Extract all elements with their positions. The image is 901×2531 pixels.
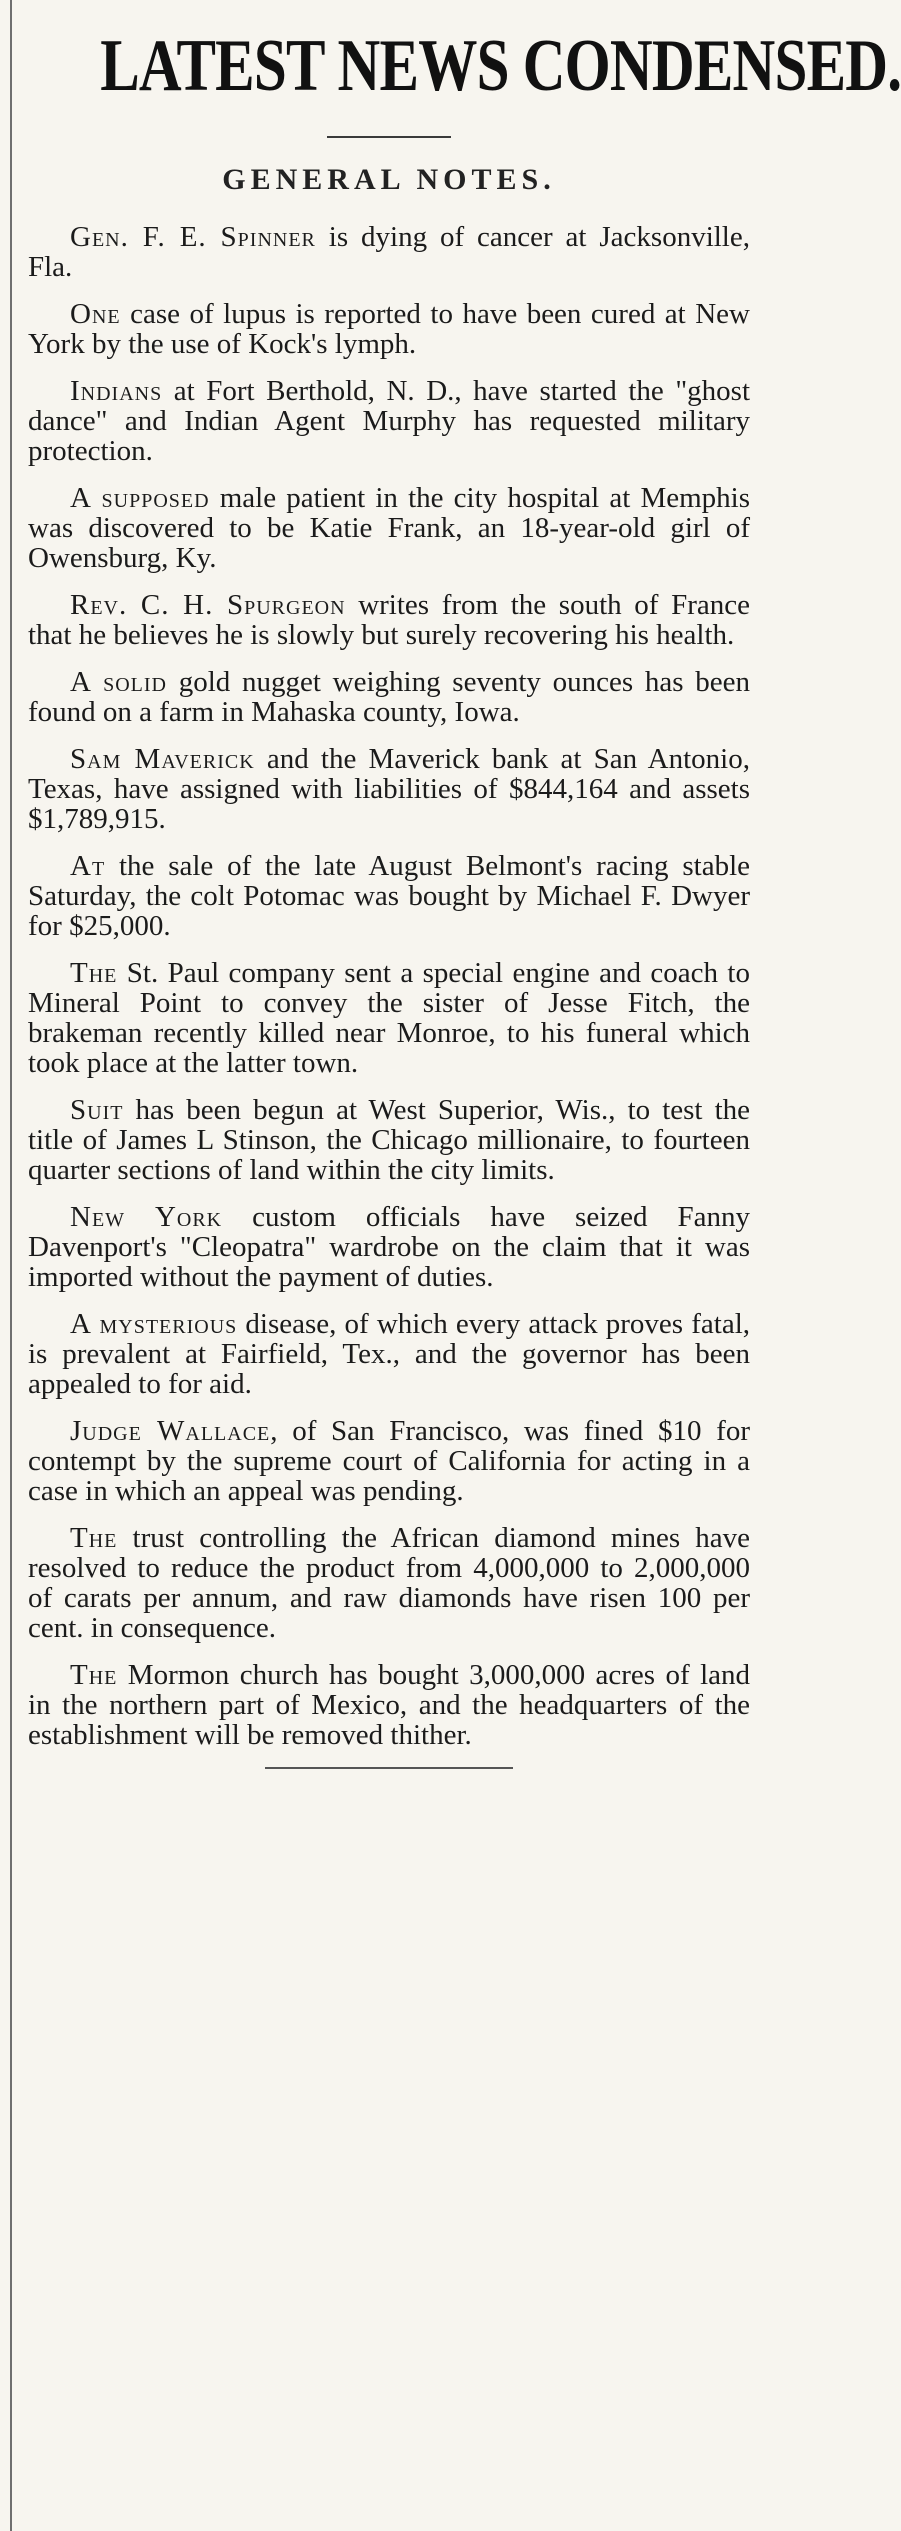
news-item (28, 222, 750, 282)
item-lead: One (70, 298, 121, 330)
item-text: at Fort Berthold, N. D., have started the "ghost dance" and Indian Agent Murphy has requested military protection. (28, 375, 750, 467)
item-lead: The (70, 1522, 118, 1554)
news-item (28, 1095, 750, 1185)
item-text: male patient in the city hospital at Memphis was discovered to be Katie Frank, an 18-year-old girl of Owensburg, Ky. (28, 482, 750, 574)
closing-divider (265, 1767, 513, 1769)
news-column (28, 0, 901, 1769)
item-lead: Judge Wallace (70, 1415, 271, 1447)
item-lead: Gen. F. E. Spinner (70, 221, 316, 253)
item-text: case of lupus is reported to have been cured at New York by the use of Kock's lymph. (28, 298, 750, 360)
item-text: Mormon church has bought 3,000,000 acres of land in the northern part of Mexico, and the headquarters of the establishment will be removed thither. (28, 1659, 750, 1751)
item-lead: At (70, 850, 106, 882)
news-item (28, 667, 750, 727)
news-item (28, 1309, 750, 1399)
news-item (28, 744, 750, 834)
item-text: has been begun at West Superior, Wis., to test the title of James L Stinson, the Chicago millionaire, to fourteen quarter sections of land within the city limits. (28, 1094, 750, 1186)
item-text: gold nugget weighing seventy ounces has been found on a farm in Mahaska county, Iowa. (28, 666, 750, 728)
news-item (28, 958, 750, 1078)
item-lead: Indians (70, 375, 163, 407)
section-title: GENERAL NOTES. (222, 163, 556, 196)
headline: LATEST NEWS CONDENSED. (100, 25, 901, 107)
item-text: the sale of the late August Belmont's racing stable Saturday, the colt Potomac was bought by Michael F. Dwyer for $25,000. (28, 850, 750, 942)
item-lead: A solid (70, 666, 167, 698)
news-item (28, 483, 750, 573)
news-item (28, 1202, 750, 1292)
news-item (28, 851, 750, 941)
headline-divider (327, 136, 451, 138)
item-lead: Sam Maverick (70, 743, 255, 775)
news-item (28, 299, 750, 359)
item-text: , of San Francisco, was fined $10 for contempt by the supreme court of California for acting in a case in which an appeal was pending. (28, 1415, 750, 1507)
item-text: trust controlling the African diamond mines have resolved to reduce the product from 4,000,000 to 2,000,000 of carats per annum, and raw diamonds have risen 100 per cent. in consequence. (28, 1522, 750, 1644)
news-item (28, 1416, 750, 1506)
item-lead: The (70, 957, 118, 989)
news-item (28, 1660, 750, 1750)
item-text: custom officials have seized Fanny Davenport's "Cleopatra" wardrobe on the claim that it was imported without the payment of duties. (28, 1201, 750, 1293)
news-items (28, 222, 750, 1750)
news-item (28, 376, 750, 466)
item-lead: A supposed (70, 482, 210, 514)
news-item (28, 590, 750, 650)
item-text: is dying of cancer at Jacksonville, Fla. (28, 221, 750, 283)
item-lead: Suit (70, 1094, 124, 1126)
item-lead: Rev. C. H. Spurgeon (70, 589, 346, 621)
item-lead: The (70, 1659, 118, 1691)
item-text: and the Maverick bank at San Antonio, Texas, have assigned with liabilities of $844,164 and assets $1,789,915. (28, 743, 750, 835)
item-text: writes from the south of France that he believes he is slowly but surely recovering his health. (28, 589, 750, 651)
news-item (28, 1523, 750, 1643)
column-border-rule (10, 0, 12, 2531)
item-text: St. Paul company sent a special engine and coach to Mineral Point to convey the sister of Jesse Fitch, the brakeman recently killed near Monroe, to his funeral which took place at the latter town. (28, 957, 750, 1079)
item-lead: A mysterious (70, 1308, 238, 1340)
item-lead: New York (70, 1201, 223, 1233)
item-text: disease, of which every attack proves fatal, is prevalent at Fairfield, Tex., and the governor has been appealed to for aid. (28, 1308, 750, 1400)
